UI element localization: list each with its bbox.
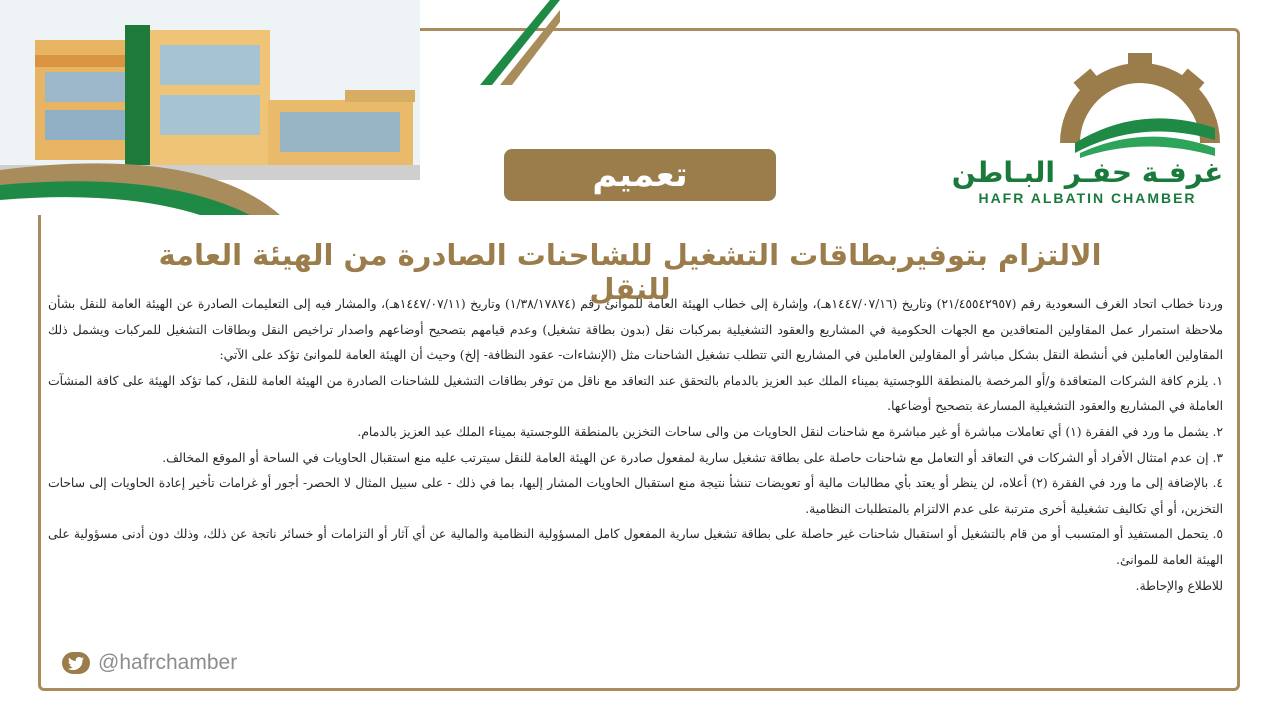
twitter-bird-icon bbox=[62, 652, 90, 674]
circular-body bbox=[48, 292, 1223, 599]
intro-paragraph: وردنا خطاب اتحاد الغرف السعودية رقم (٢١/٤٥٥٤٢٩٥٧) وتاريخ (١٤٤٧/٠٧/١٦هـ)، وإشارة إلى خطاب الهيئة العامة للموانئ رقم (١/٣٨/١٧٨٧٤) وتاريخ (١٤٤٧/٠٧/١١هـ)، والمشار فيه إلى التعليمات الصادرة عن الهيئة العامة للنقل بشأن ملاحظة استمرار عمل المقاولين المتعاقدين مع الجهات الحكومية في المشاريع والعقود التشغيلية بمركبات نقل (بدون بطاقة تشغيل) وعدم قيامهم بتصحيح أوضاعهم واصدار تراخيص النقل وبطاقات التشغيل للمركبات ويشمل ذلك المقاولين العاملين في أنشطة النقل بشكل مباشر أو المقاولين العاملين في المشاريع التي تتطلب تشغيل الشاحنات مثل (الإنشاءات- عقود النظافة- إلخ) وحيث أن الهيئة العامة للموانئ تؤكد على الآتي: bbox=[48, 297, 1223, 363]
logo-english-name: HAFR ALBATIN CHAMBER bbox=[978, 190, 1197, 206]
item-2: ٢. يشمل ما ورد في الفقرة (١) أي تعاملات مباشرة أو غير مباشرة مع شاحنات لنقل الحاويات من والى ساحات التخزين بالمنطقة اللوجستية بميناء الملك عبد العزيز بالدمام. bbox=[357, 424, 1223, 439]
chamber-building-photo bbox=[0, 0, 420, 215]
item-5: ٥. يتحمل المستفيد أو المتسبب أو من قام بالتشغيل أو استقبال شاحنات غير حاصلة على بطاقة تشغيل سارية المفعول كامل المسؤولية النظامية والمالية عن أي آثار أو التزامات أو خسائر ناتجة عن ذلك، وذلك دون أدنى مسؤولية على الهيئة العامة للموانئ. bbox=[48, 527, 1223, 567]
item-1: ١. يلزم كافة الشركات المتعاقدة و/أو المرخصة بالمنطقة اللوجستية بميناء الملك عبد العزيز بالدمام بالتحقق عند التعاقد مع ناقل من توفر بطاقات التشغيل للشاحنات الصادرة من الهيئة العامة للنقل، كما تؤكد الهيئة على كافة المنشآت العاملة في المشاريع والعقود التشغيلية المسارعة بتصحيح أوضاعها. bbox=[48, 373, 1223, 414]
logo-arabic-name: غرفـة حفـر البـاطن bbox=[951, 156, 1224, 189]
top-swoosh bbox=[420, 0, 560, 85]
closing-line: للاطلاع والإحاطة. bbox=[1135, 578, 1223, 593]
page-title: الالتزام بتوفيربطاقات التشغيل للشاحنات الصادرة من الهيئة العامة للنقل bbox=[158, 238, 1102, 306]
item-3: ٣. إن عدم امتثال الأفراد أو الشركات في التعاقد أو التعامل مع شاحنات حاصلة على بطاقة تشغيل سارية لمفعول صادرة عن الهيئة العامة للنقل سيترتب عليه منع استقبال الحاويات في الساحة أو الموقع المخالف. bbox=[162, 450, 1223, 465]
hafr-albatin-chamber-logo bbox=[950, 48, 1225, 218]
circular-badge: تعميم bbox=[504, 149, 776, 201]
twitter-handle-text: @hafrchamber bbox=[98, 651, 238, 674]
gear-logo-icon bbox=[950, 48, 1225, 158]
item-4: ٤. بالإضافة إلى ما ورد في الفقرة (٢) أعلاه، لن ينظر أو يعتد بأي مطالبات مالية أو تعويضات تنشأ نتيجة منع استقبال الحاويات المشار إليها، بما في ذلك - على سبيل المثال لا الحصر- أجور أو غرامات تأخير إعادة الحاويات إلى ساحات التخزين، أو أي تكاليف تشغيلية أخرى مترتبة على عدم الالتزام بالمتطلبات النظامية. bbox=[48, 476, 1223, 516]
twitter-handle[interactable] bbox=[62, 651, 237, 675]
